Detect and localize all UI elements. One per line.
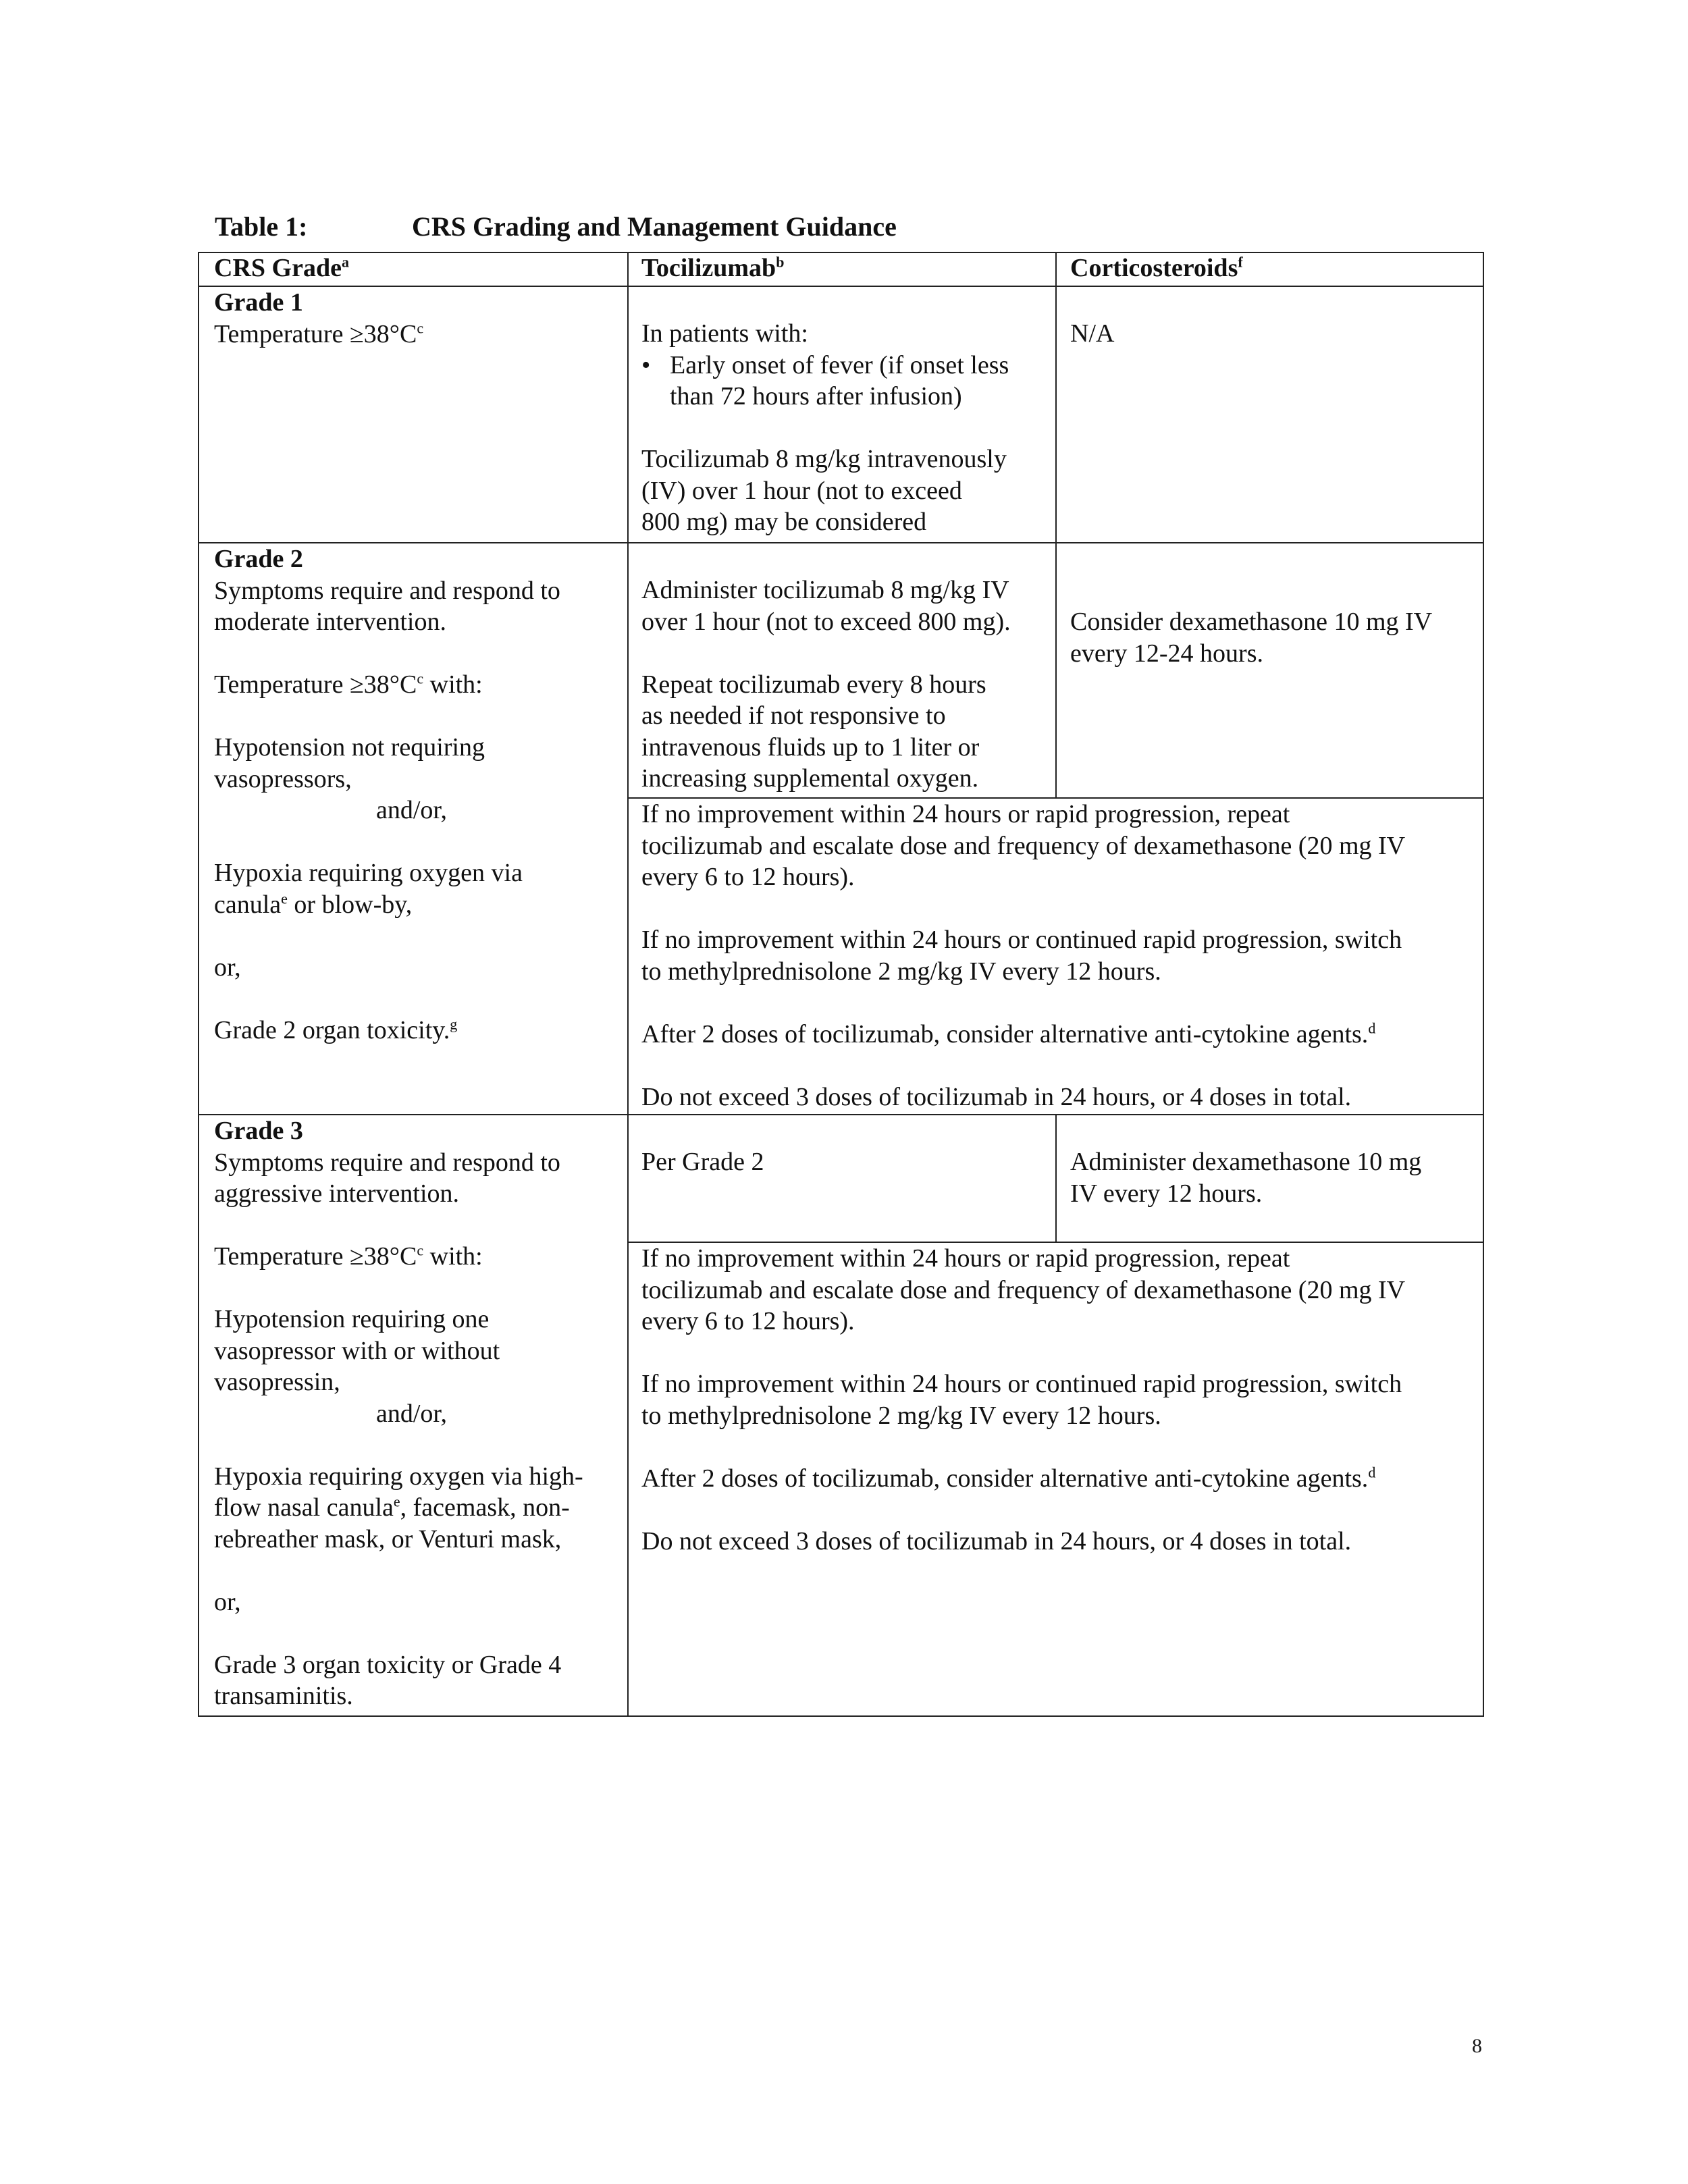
table-rule-right: [1483, 252, 1484, 1717]
grade2-heading: Grade 2: [214, 545, 303, 573]
grade3-tocilizumab: Per Grade 2: [641, 1148, 764, 1176]
grade1-temperature: Temperature $\ge 38^\circ C^c$: [214, 319, 424, 348]
table-rule-col2-header: [1055, 252, 1057, 797]
grade1-criteria: [214, 287, 423, 350]
grade1-tocilizumab: In patients with: • Early onset of fever (if onset less than 72 hours after infusion) Tocilizumab 8 mg/kg intravenously (IV) over 1 hour (not to exceed 800 mg) may be considered: [641, 319, 1009, 536]
header-tocilizumab: Tocilizumab$^b$: [641, 253, 785, 282]
table-rule-col2-grade3: [1055, 1114, 1057, 1242]
grade1-heading: Grade 1: [214, 288, 303, 317]
crs-table: [198, 252, 1484, 1717]
grade3-heading: Grade 3: [214, 1117, 303, 1145]
table-label: Table 1:: [215, 211, 308, 242]
table-rule-bottom: [198, 1715, 1484, 1717]
table-rule-col1: [627, 252, 629, 1717]
table-rule-left: [198, 252, 199, 1717]
page-number: 8: [1472, 2035, 1482, 2057]
grade1-corticosteroids: N/A: [1070, 319, 1115, 348]
grade3-escalation: If no improvement within 24 hours or rapid progression, repeat tocilizumab and escalate dose and frequency of dexamethasone (20 mg IV every 6 to 12 hours). If no improvement within 24 hours or continued rapid progression, switch to methylprednisolone 2 mg/kg IV every 12 hours. After 2 doses of tocilizumab, consider alternative anti-cytokine agents.$^d$ Do not exceed 3 doses of tocilizumab in 24 hours, or 4 doses in total.: [641, 1244, 1406, 1555]
header-corticosteroids: Corticosteroids$^f$: [1070, 253, 1243, 282]
table-caption: [215, 211, 897, 242]
grade2-criteria: Grade 2 Symptoms require and respond to moderate intervention. Temperature $\ge 38^\circ C^c$ with: Hypotension not requiring vasopressors, and/or, Hypoxia requiring oxygen via canula$^e$ or blow-by, or, Grade 2 organ toxicity.$^g$: [214, 545, 560, 1044]
grade2-corticosteroids: Consider dexamethasone 10 mg IV every 12-24 hours.: [1070, 608, 1433, 668]
header-crs-grade: CRS Grade$^a$: [214, 253, 349, 282]
grade2-tocilizumab: Administer tocilizumab 8 mg/kg IV over 1 hour (not to exceed 800 mg). Repeat tocilizumab every 8 hours as needed if not responsive to intravenous fluids up to 1 liter or increasing supplemental oxygen.: [641, 576, 1011, 793]
table-rule-top: [198, 252, 1484, 253]
grade2-escalation: If no improvement within 24 hours or rapid progression, repeat tocilizumab and escalate dose and frequency of dexamethasone (20 mg IV every 6 to 12 hours). If no improvement within 24 hours or continued rapid progression, switch to methylprednisolone 2 mg/kg IV every 12 hours. After 2 doses of tocilizumab, consider alternative anti-cytokine agents.$^d$ Do not exceed 3 doses of tocilizumab in 24 hours, or 4 doses in total.: [641, 800, 1406, 1111]
grade3-criteria: Grade 3 Symptoms require and respond to aggressive intervention. Temperature $\ge 38^\circ C^c$ with: Hypotension requiring one vasopressor with or without vasopressin, and/or, Hypoxia requiring oxygen via high- flow nasal canula$^e$, facemask, non- rebreather mask, or Venturi mask, or, Grade 3 organ toxicity or Grade 4 transaminitis.: [214, 1117, 583, 1710]
bullet-icon: •: [641, 350, 651, 379]
table-title: CRS Grading and Management Guidance: [412, 211, 897, 242]
grade3-corticosteroids: Administer dexamethasone 10 mg IV every 12 hours.: [1070, 1148, 1422, 1208]
